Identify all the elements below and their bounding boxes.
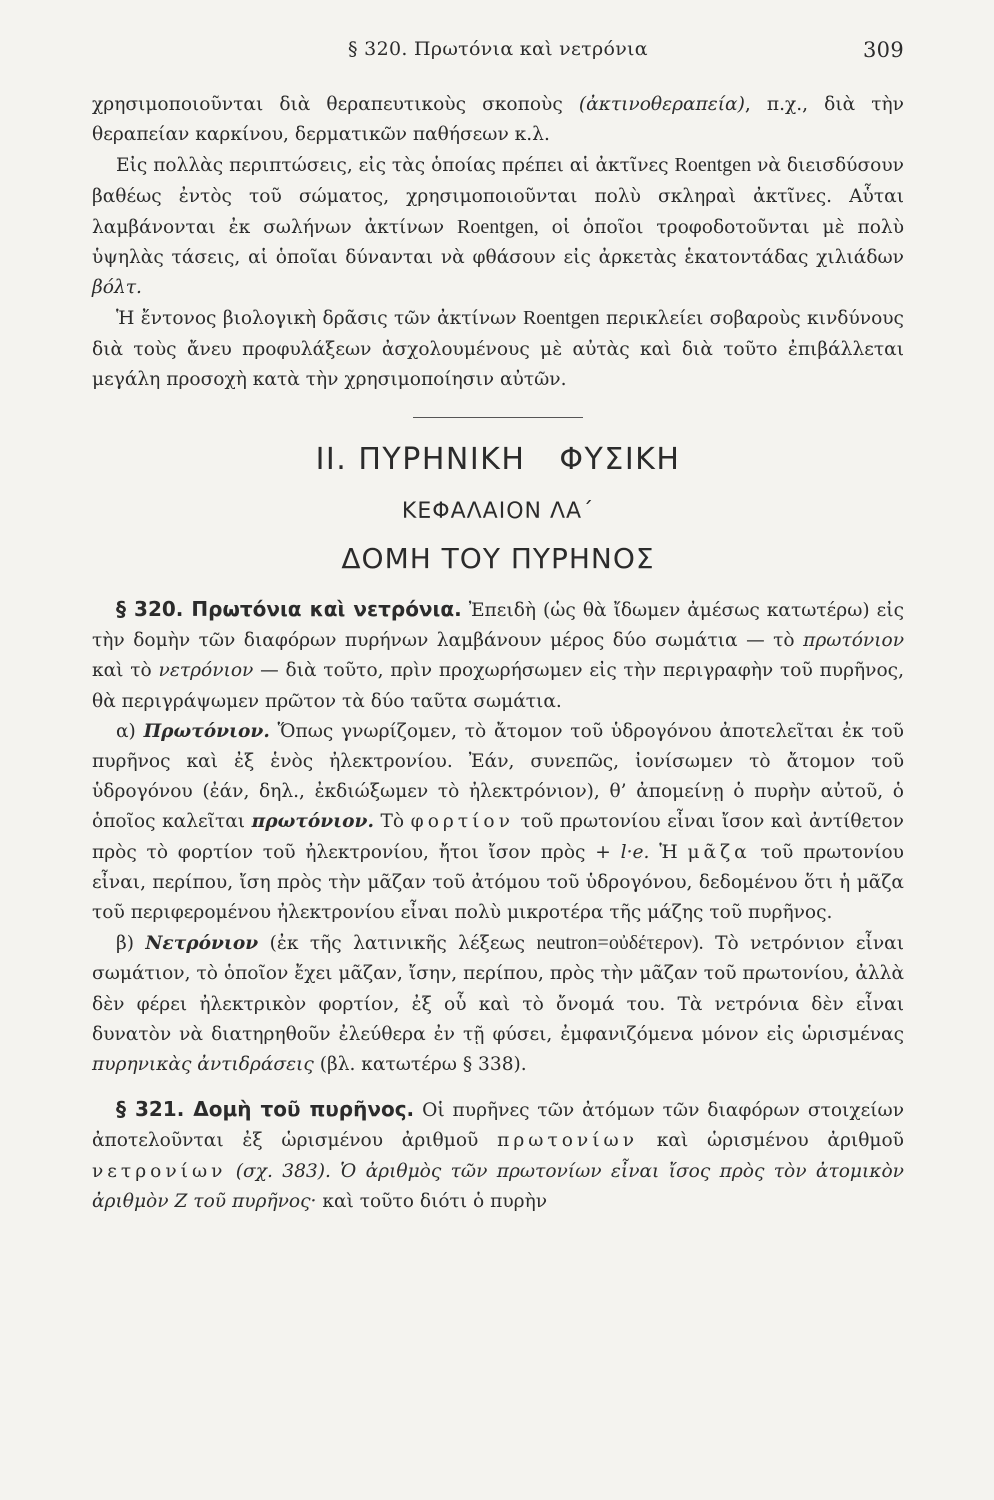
paragraph-therapy: χρησιμοποιοῦνται διὰ θεραπευτικοὺς σκοποὺς (ἀκτινοθεραπεία), π.χ., διὰ τὴν θεραπείαν καρκίνου, δερματικῶν παθήσεων κ.λ. [92,94,904,146]
proton-term: Πρωτόνιον. [143,720,270,742]
section-320-paragraph: § 320. Πρωτόνια καὶ νετρόνια. Ἐπειδὴ (ὡς θὰ ἴδωμεν ἀμέσως κατωτέρω) εἰς τὴν δομὴν τῶν διαφόρων πυρήνων λαμβάνουν μέρος δύο σωμάτια — τὸ πρωτόνιον καὶ τὸ νετρόνιον — διὰ τοῦτο, πρὶν προχωρήσωμεν εἰς τὴν περιγραφὴν τοῦ πυρῆνος, θὰ περιγράψωμεν πρῶτον τὰ δύο ταῦτα σωμάτια. [92,597,904,712]
chapter-title: ΔΟΜΗ ΤΟΥ ΠΥΡΗΝΟΣ [341,542,655,576]
paragraph-biological-action: Ἡ ἔντονος βιολογικὴ δρᾶσις τῶν ἀκτίνων Roentgen περικλείει σοβαροὺς κινδύνους διὰ τοὺς ἄνευ προφυλάξεων ἀσχολουμένους μὲ αὐτὰς καὶ διὰ τοῦτο ἐπιβάλλεται μεγάλη προσοχὴ κατὰ τὴν χρησιμοποίησιν αὐτῶν. [92,307,904,390]
neutron-term: Νετρόνιον [145,933,259,955]
proton-paragraph: α) Πρωτόνιον. Ὅπως γνωρίζομεν, τὸ ἄτομον τοῦ ὑδρογόνου ἀποτελεῖται ἐκ τοῦ πυρῆνος καὶ ἐξ ἑνὸς ἠλεκτρονίου. Ἐάν, συνεπῶς, ἰονίσωμεν τὸ ἄτομον τοῦ ὑδρογόνου (ἐάν, δηλ., ἐκδιώξωμεν τὸ ἠλεκτρόνιον), θ’ ἀπομείνῃ ὁ πυρὴν αὐτοῦ, ὁ ὁποῖος καλεῖται πρωτόνιον. Τὸ φορτίον τοῦ πρωτονίου εἶναι ἴσον καὶ ἀντίθετον πρὸς τὸ φορτίον τοῦ ἠλεκτρονίου, ἤτοι ἴσον πρὸς + l·e. Ἡ μᾶζα τοῦ πρωτονίου εἶναι, περίπου, ἴση πρὸς τὴν μᾶζαν τοῦ ἀτόμου τοῦ ὑδρογόνου, δεδομένου ὅτι ἡ μᾶζα τοῦ περιφερομένου ἠλεκτρονίου εἶναι πολὺ μικροτέρα τῆς μάζης τοῦ πυρῆνος. [92,720,904,924]
part-heading: ΙΙ. ΠΥΡΗΝΙΚΗ ΦΥΣΙΚΗ [315,442,681,478]
section-320-heading: § 320. Πρωτόνια καὶ νετρόνια. [116,597,462,622]
paragraph-hard-rays: Εἰς πολλὰς περιπτώσεις, εἰς τὰς ὁποίας πρέπει αἱ ἀκτῖνες Roentgen νὰ διεισδύσουν βαθέως ἐντὸς τοῦ σώματος, χρησιμοποιοῦνται πολὺ σκληραὶ ἀκτῖνες. Αὗται λαμβάνονται ἐκ σωλήνων ἀκτίνων Roentgen, οἱ ὁποῖοι τροφοδοτοῦνται μὲ πολὺ ὑψηλὰς τάσεις, αἱ ὁποῖαι δύνανται νὰ φθάσουν εἰς ἀρκετὰς ἑκατοντάδας χιλιάδων βόλτ. [92,154,904,299]
section-321-heading: § 321. Δομὴ τοῦ πυρῆνος. [116,1097,415,1122]
page-body [92,90,904,1217]
section-divider [413,417,583,418]
neutron-paragraph: β) Νετρόνιον (ἐκ τῆς λατινικῆς λέξεως neutron=οὐδέτερον). Τὸ νετρόνιον εἶναι σωμάτιον, τὸ ὁποῖον ἔχει μᾶζαν, ἴσην, περίπου, πρὸς τὴν μᾶζαν τοῦ πρωτονίου, ἀλλὰ δὲν φέρει ἠλεκτρικὸν φορτίον, ἐξ οὗ καὶ τὸ ὄνομά του. Τὰ νετρόνια δὲν εἶναι δυνατὸν νὰ διατηρηθοῦν ἐλεύθερα ἐν τῇ φύσει, ἐμφανιζόμενα μόνον εἰς ὡρισμένας πυρηνικὰς ἀντιδράσεις (βλ. κατωτέρω § 338). [92,932,904,1076]
section-321-paragraph: § 321. Δομὴ τοῦ πυρῆνος. Οἱ πυρῆνες τῶν ἀτόμων τῶν διαφόρων στοιχείων ἀποτελοῦνται ἐξ ὡρισμένου ἀριθμοῦ πρωτονίων καὶ ὡρισμένου ἀριθμοῦ νετρονίων (σχ. 383). Ὁ ἀριθμὸς τῶν πρωτονίων εἶναι ἴσος πρὸς τὸν ἀτομικὸν ἀριθμὸν Z τοῦ πυρῆνος· καὶ τοῦτο διότι ὁ πυρὴν [92,1097,904,1212]
running-header-title: § 320. Πρωτόνια καὶ νετρόνια [348,38,648,60]
chapter-heading: ΚΕΦΑΛΑΙΟΝ ΛΑ΄ [401,499,595,525]
page-number: 309 [863,38,904,62]
running-header [92,38,904,68]
